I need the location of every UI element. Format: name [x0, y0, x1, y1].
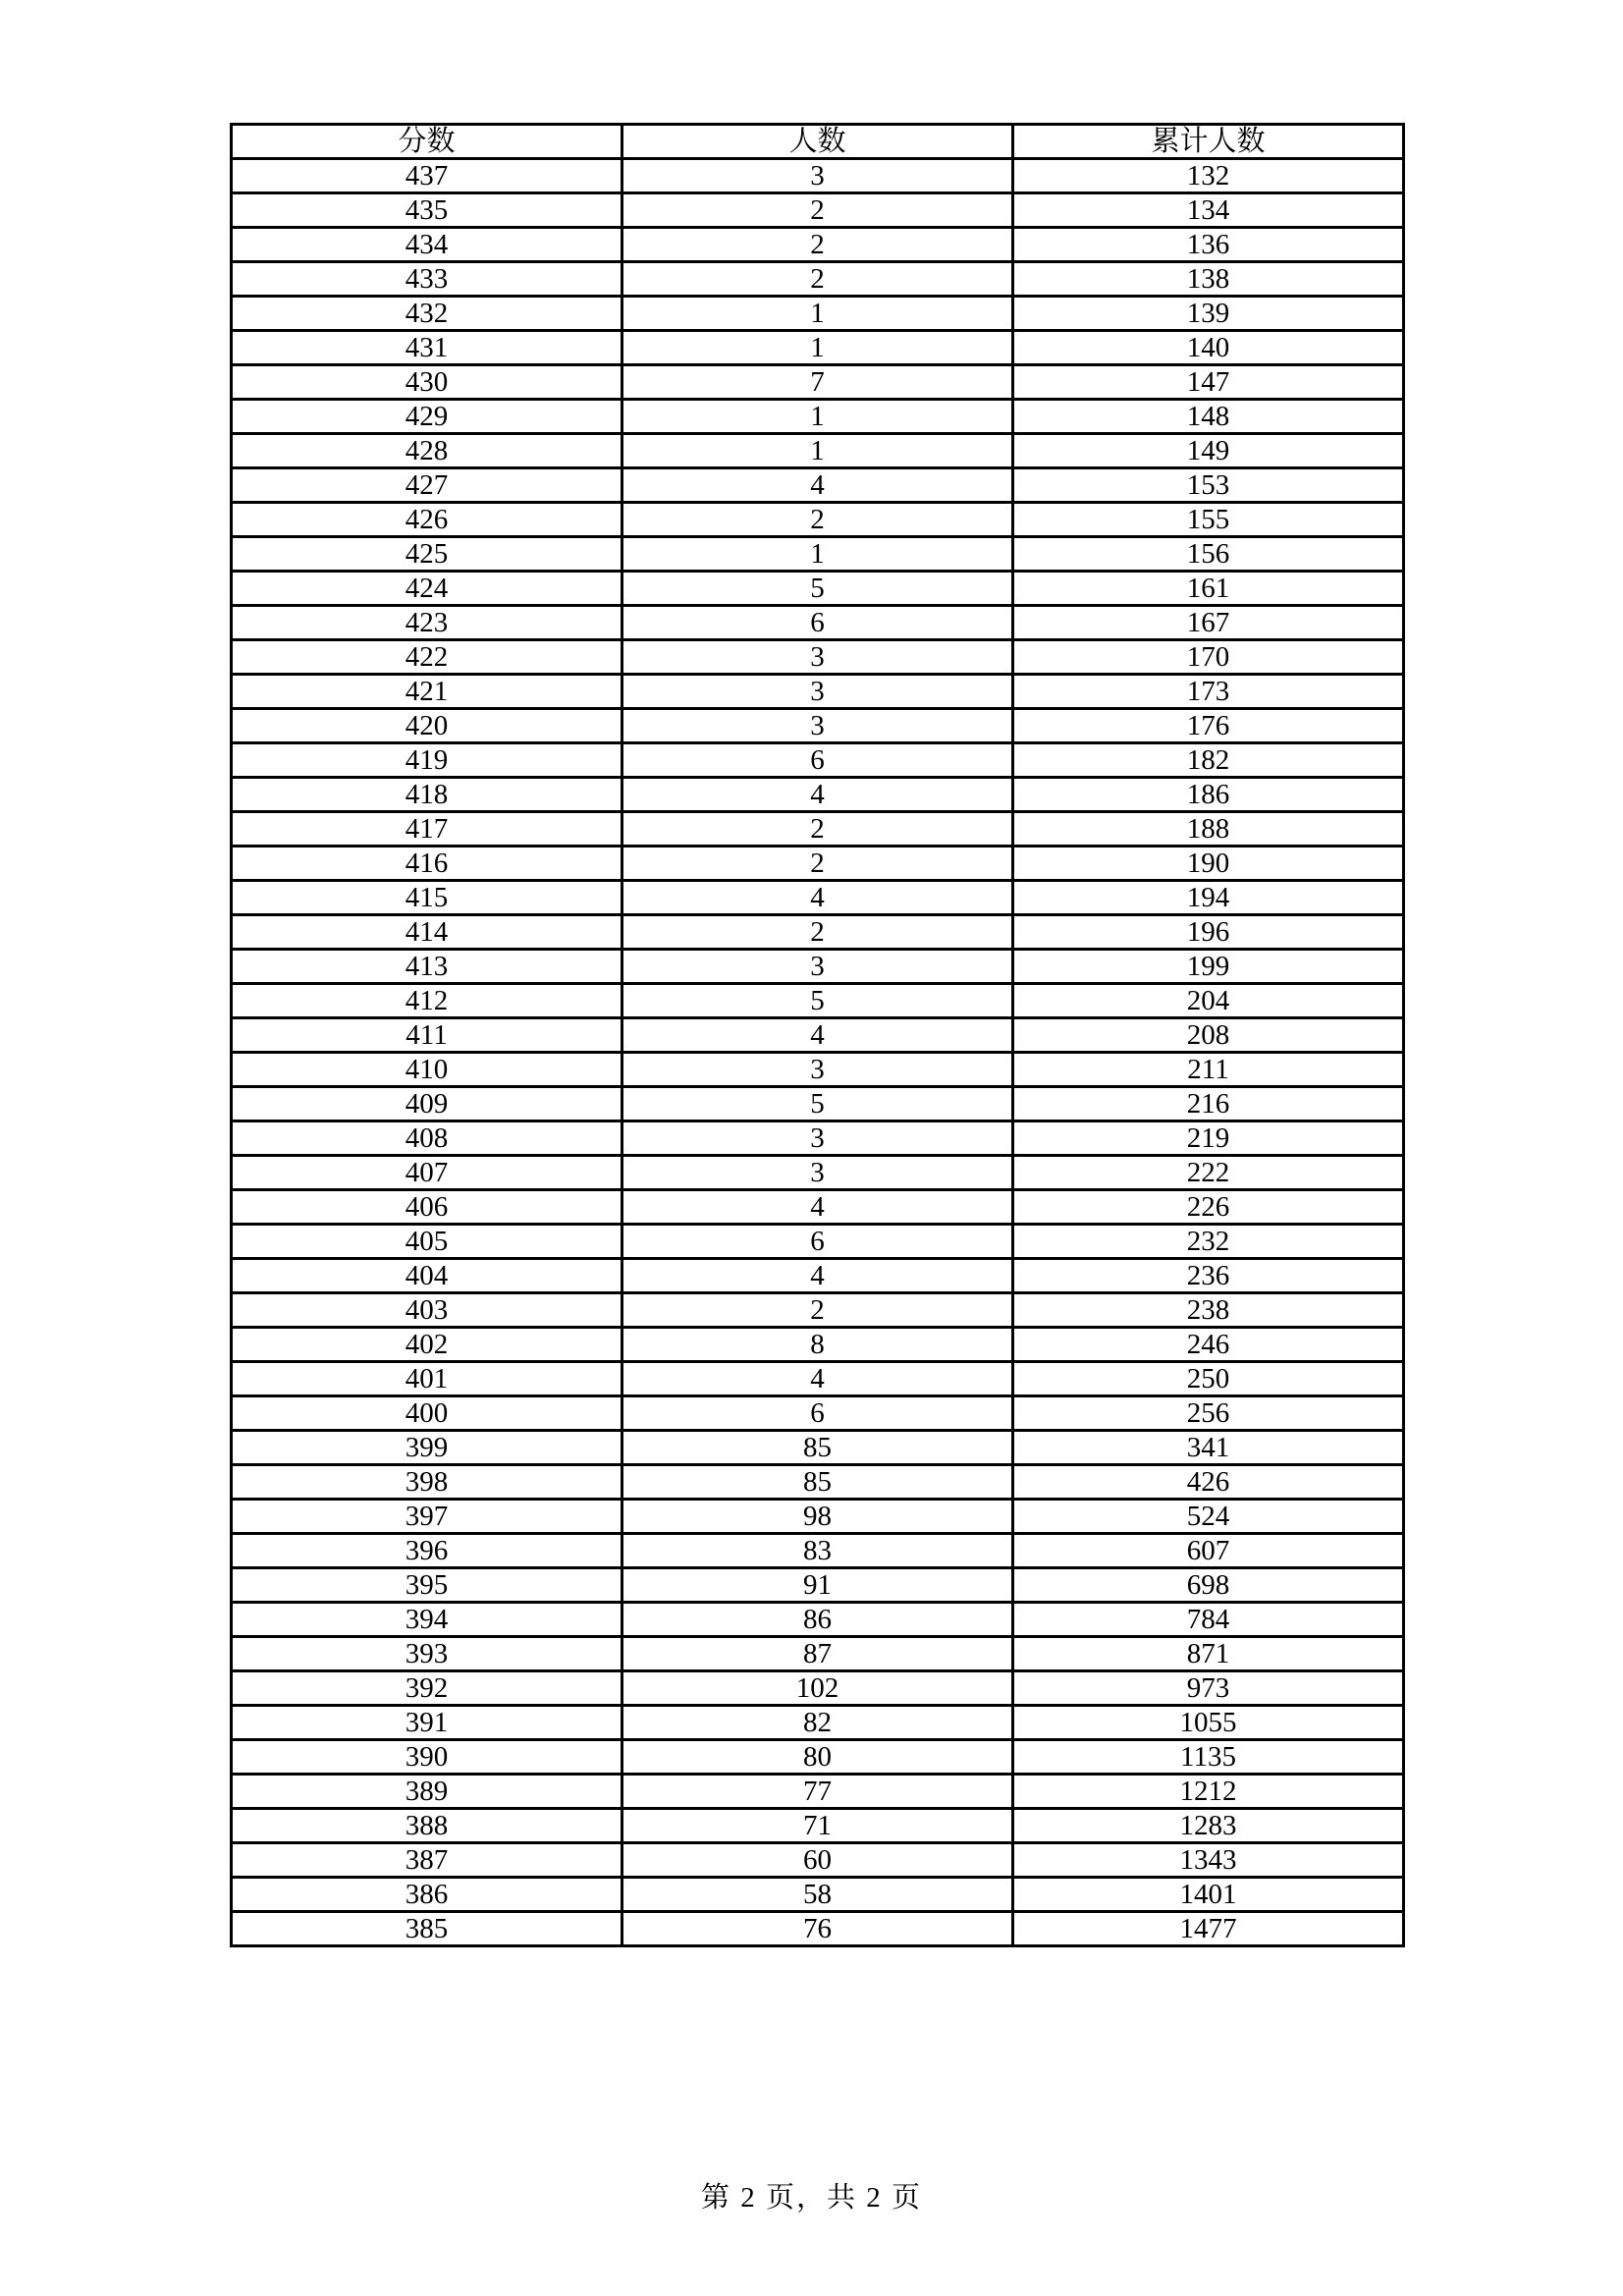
count-cell: 5 [622, 984, 1013, 1018]
cumulative-cell: 1055 [1013, 1706, 1404, 1740]
score-cell: 410 [232, 1053, 622, 1087]
table-row [232, 468, 1404, 503]
score-cell: 401 [232, 1362, 622, 1396]
count-cell: 2 [622, 915, 1013, 950]
score-cell: 396 [232, 1534, 622, 1568]
cumulative-cell: 182 [1013, 743, 1404, 778]
table-row [232, 675, 1404, 709]
score-cell: 387 [232, 1843, 622, 1878]
score-distribution-table [230, 123, 1405, 1947]
score-cell: 392 [232, 1671, 622, 1706]
column-header-cumulative: 累计人数 [1013, 125, 1404, 159]
count-cell: 60 [622, 1843, 1013, 1878]
score-cell: 437 [232, 159, 622, 193]
score-cell: 428 [232, 434, 622, 468]
score-cell: 430 [232, 365, 622, 400]
score-cell: 407 [232, 1156, 622, 1190]
table-row [232, 1362, 1404, 1396]
cumulative-cell: 256 [1013, 1396, 1404, 1431]
cumulative-cell: 607 [1013, 1534, 1404, 1568]
count-cell: 3 [622, 640, 1013, 675]
table-row [232, 400, 1404, 434]
score-cell: 391 [232, 1706, 622, 1740]
score-cell: 409 [232, 1087, 622, 1121]
table-row [232, 1396, 1404, 1431]
cumulative-cell: 170 [1013, 640, 1404, 675]
table-row [232, 1912, 1404, 1946]
cumulative-cell: 226 [1013, 1190, 1404, 1225]
table-row [232, 1568, 1404, 1603]
count-cell: 1 [622, 331, 1013, 365]
table-row [232, 297, 1404, 331]
cumulative-cell: 1343 [1013, 1843, 1404, 1878]
table-row [232, 537, 1404, 572]
cumulative-cell: 149 [1013, 434, 1404, 468]
score-cell: 426 [232, 503, 622, 537]
cumulative-cell: 138 [1013, 262, 1404, 297]
score-cell: 389 [232, 1775, 622, 1809]
count-cell: 86 [622, 1603, 1013, 1637]
table-row [232, 1259, 1404, 1293]
cumulative-cell: 204 [1013, 984, 1404, 1018]
count-cell: 2 [622, 1293, 1013, 1328]
count-cell: 6 [622, 1396, 1013, 1431]
cumulative-cell: 136 [1013, 228, 1404, 262]
count-cell: 85 [622, 1431, 1013, 1465]
score-cell: 425 [232, 537, 622, 572]
count-cell: 4 [622, 881, 1013, 915]
score-cell: 385 [232, 1912, 622, 1946]
table-row [232, 1328, 1404, 1362]
score-cell: 386 [232, 1878, 622, 1912]
score-cell: 400 [232, 1396, 622, 1431]
count-cell: 83 [622, 1534, 1013, 1568]
cumulative-cell: 426 [1013, 1465, 1404, 1500]
cumulative-cell: 219 [1013, 1121, 1404, 1156]
count-cell: 76 [622, 1912, 1013, 1946]
count-cell: 2 [622, 847, 1013, 881]
table-body [232, 159, 1404, 1946]
cumulative-cell: 155 [1013, 503, 1404, 537]
score-cell: 423 [232, 606, 622, 640]
table-row [232, 262, 1404, 297]
cumulative-cell: 238 [1013, 1293, 1404, 1328]
cumulative-cell: 871 [1013, 1637, 1404, 1671]
score-cell: 390 [232, 1740, 622, 1775]
table-row [232, 1225, 1404, 1259]
table-row [232, 434, 1404, 468]
score-cell: 431 [232, 331, 622, 365]
table-row [232, 1706, 1404, 1740]
score-cell: 393 [232, 1637, 622, 1671]
table-row [232, 1121, 1404, 1156]
count-cell: 82 [622, 1706, 1013, 1740]
count-cell: 3 [622, 1121, 1013, 1156]
cumulative-cell: 153 [1013, 468, 1404, 503]
count-cell: 1 [622, 400, 1013, 434]
table-row [232, 365, 1404, 400]
count-cell: 3 [622, 159, 1013, 193]
count-cell: 6 [622, 743, 1013, 778]
table-header [232, 125, 1404, 159]
column-header-score: 分数 [232, 125, 622, 159]
cumulative-cell: 211 [1013, 1053, 1404, 1087]
table-row [232, 1431, 1404, 1465]
score-cell: 395 [232, 1568, 622, 1603]
cumulative-cell: 167 [1013, 606, 1404, 640]
score-cell: 403 [232, 1293, 622, 1328]
table-row [232, 1534, 1404, 1568]
score-cell: 412 [232, 984, 622, 1018]
table-row [232, 606, 1404, 640]
cumulative-cell: 1135 [1013, 1740, 1404, 1775]
table-row [232, 1878, 1404, 1912]
table-row [232, 1465, 1404, 1500]
count-cell: 1 [622, 537, 1013, 572]
count-cell: 1 [622, 297, 1013, 331]
table-row [232, 503, 1404, 537]
cumulative-cell: 1212 [1013, 1775, 1404, 1809]
score-cell: 427 [232, 468, 622, 503]
table-row [232, 193, 1404, 228]
count-cell: 71 [622, 1809, 1013, 1843]
cumulative-cell: 199 [1013, 950, 1404, 984]
count-cell: 3 [622, 1053, 1013, 1087]
table-row [232, 778, 1404, 812]
cumulative-cell: 341 [1013, 1431, 1404, 1465]
column-header-count: 人数 [622, 125, 1013, 159]
score-cell: 435 [232, 193, 622, 228]
cumulative-cell: 139 [1013, 297, 1404, 331]
cumulative-cell: 216 [1013, 1087, 1404, 1121]
table-row [232, 1156, 1404, 1190]
table-row [232, 1603, 1404, 1637]
score-cell: 398 [232, 1465, 622, 1500]
cumulative-cell: 698 [1013, 1568, 1404, 1603]
count-cell: 4 [622, 1362, 1013, 1396]
score-cell: 417 [232, 812, 622, 847]
count-cell: 8 [622, 1328, 1013, 1362]
score-cell: 399 [232, 1431, 622, 1465]
cumulative-cell: 176 [1013, 709, 1404, 743]
table-row [232, 1190, 1404, 1225]
score-cell: 432 [232, 297, 622, 331]
score-cell: 413 [232, 950, 622, 984]
score-cell: 418 [232, 778, 622, 812]
cumulative-cell: 196 [1013, 915, 1404, 950]
table-row [232, 1775, 1404, 1809]
table-row [232, 812, 1404, 847]
cumulative-cell: 190 [1013, 847, 1404, 881]
cumulative-cell: 208 [1013, 1018, 1404, 1053]
header-row [232, 125, 1404, 159]
count-cell: 6 [622, 1225, 1013, 1259]
count-cell: 3 [622, 950, 1013, 984]
score-cell: 429 [232, 400, 622, 434]
count-cell: 4 [622, 1018, 1013, 1053]
count-cell: 4 [622, 778, 1013, 812]
score-cell: 419 [232, 743, 622, 778]
count-cell: 91 [622, 1568, 1013, 1603]
count-cell: 87 [622, 1637, 1013, 1671]
score-cell: 424 [232, 572, 622, 606]
cumulative-cell: 134 [1013, 193, 1404, 228]
count-cell: 5 [622, 572, 1013, 606]
count-cell: 2 [622, 193, 1013, 228]
cumulative-cell: 524 [1013, 1500, 1404, 1534]
count-cell: 4 [622, 1259, 1013, 1293]
table-row [232, 950, 1404, 984]
score-cell: 406 [232, 1190, 622, 1225]
table-row [232, 709, 1404, 743]
cumulative-cell: 173 [1013, 675, 1404, 709]
count-cell: 102 [622, 1671, 1013, 1706]
table-row [232, 1843, 1404, 1878]
score-cell: 411 [232, 1018, 622, 1053]
table-row [232, 640, 1404, 675]
cumulative-cell: 148 [1013, 400, 1404, 434]
score-cell: 433 [232, 262, 622, 297]
count-cell: 6 [622, 606, 1013, 640]
table-row [232, 1637, 1404, 1671]
count-cell: 2 [622, 503, 1013, 537]
table-row [232, 1293, 1404, 1328]
count-cell: 4 [622, 1190, 1013, 1225]
count-cell: 2 [622, 812, 1013, 847]
table-row [232, 1740, 1404, 1775]
page-number-footer: 第 2 页，共 2 页 [700, 2182, 922, 2214]
score-cell: 421 [232, 675, 622, 709]
table-row [232, 1053, 1404, 1087]
count-cell: 7 [622, 365, 1013, 400]
score-cell: 434 [232, 228, 622, 262]
table-row [232, 984, 1404, 1018]
cumulative-cell: 1401 [1013, 1878, 1404, 1912]
count-cell: 80 [622, 1740, 1013, 1775]
cumulative-cell: 236 [1013, 1259, 1404, 1293]
cumulative-cell: 147 [1013, 365, 1404, 400]
table-row [232, 228, 1404, 262]
cumulative-cell: 161 [1013, 572, 1404, 606]
score-cell: 404 [232, 1259, 622, 1293]
table-row [232, 743, 1404, 778]
table-row [232, 881, 1404, 915]
score-cell: 388 [232, 1809, 622, 1843]
cumulative-cell: 973 [1013, 1671, 1404, 1706]
cumulative-cell: 186 [1013, 778, 1404, 812]
table-row [232, 1018, 1404, 1053]
table-row [232, 1671, 1404, 1706]
score-cell: 422 [232, 640, 622, 675]
cumulative-cell: 132 [1013, 159, 1404, 193]
table-row [232, 1500, 1404, 1534]
count-cell: 5 [622, 1087, 1013, 1121]
score-cell: 408 [232, 1121, 622, 1156]
score-cell: 416 [232, 847, 622, 881]
cumulative-cell: 140 [1013, 331, 1404, 365]
score-cell: 414 [232, 915, 622, 950]
count-cell: 2 [622, 262, 1013, 297]
count-cell: 4 [622, 468, 1013, 503]
count-cell: 3 [622, 1156, 1013, 1190]
table-row [232, 915, 1404, 950]
count-cell: 1 [622, 434, 1013, 468]
score-cell: 415 [232, 881, 622, 915]
cumulative-cell: 222 [1013, 1156, 1404, 1190]
cumulative-cell: 194 [1013, 881, 1404, 915]
cumulative-cell: 784 [1013, 1603, 1404, 1637]
cumulative-cell: 246 [1013, 1328, 1404, 1362]
cumulative-cell: 250 [1013, 1362, 1404, 1396]
table-row [232, 572, 1404, 606]
count-cell: 3 [622, 675, 1013, 709]
table-row [232, 1809, 1404, 1843]
count-cell: 85 [622, 1465, 1013, 1500]
count-cell: 98 [622, 1500, 1013, 1534]
table-row [232, 847, 1404, 881]
table-row [232, 331, 1404, 365]
cumulative-cell: 1477 [1013, 1912, 1404, 1946]
score-cell: 394 [232, 1603, 622, 1637]
score-cell: 397 [232, 1500, 622, 1534]
table-row [232, 159, 1404, 193]
score-cell: 402 [232, 1328, 622, 1362]
count-cell: 77 [622, 1775, 1013, 1809]
table-row [232, 1087, 1404, 1121]
count-cell: 3 [622, 709, 1013, 743]
count-cell: 58 [622, 1878, 1013, 1912]
count-cell: 2 [622, 228, 1013, 262]
cumulative-cell: 188 [1013, 812, 1404, 847]
score-cell: 420 [232, 709, 622, 743]
cumulative-cell: 232 [1013, 1225, 1404, 1259]
cumulative-cell: 1283 [1013, 1809, 1404, 1843]
cumulative-cell: 156 [1013, 537, 1404, 572]
score-cell: 405 [232, 1225, 622, 1259]
